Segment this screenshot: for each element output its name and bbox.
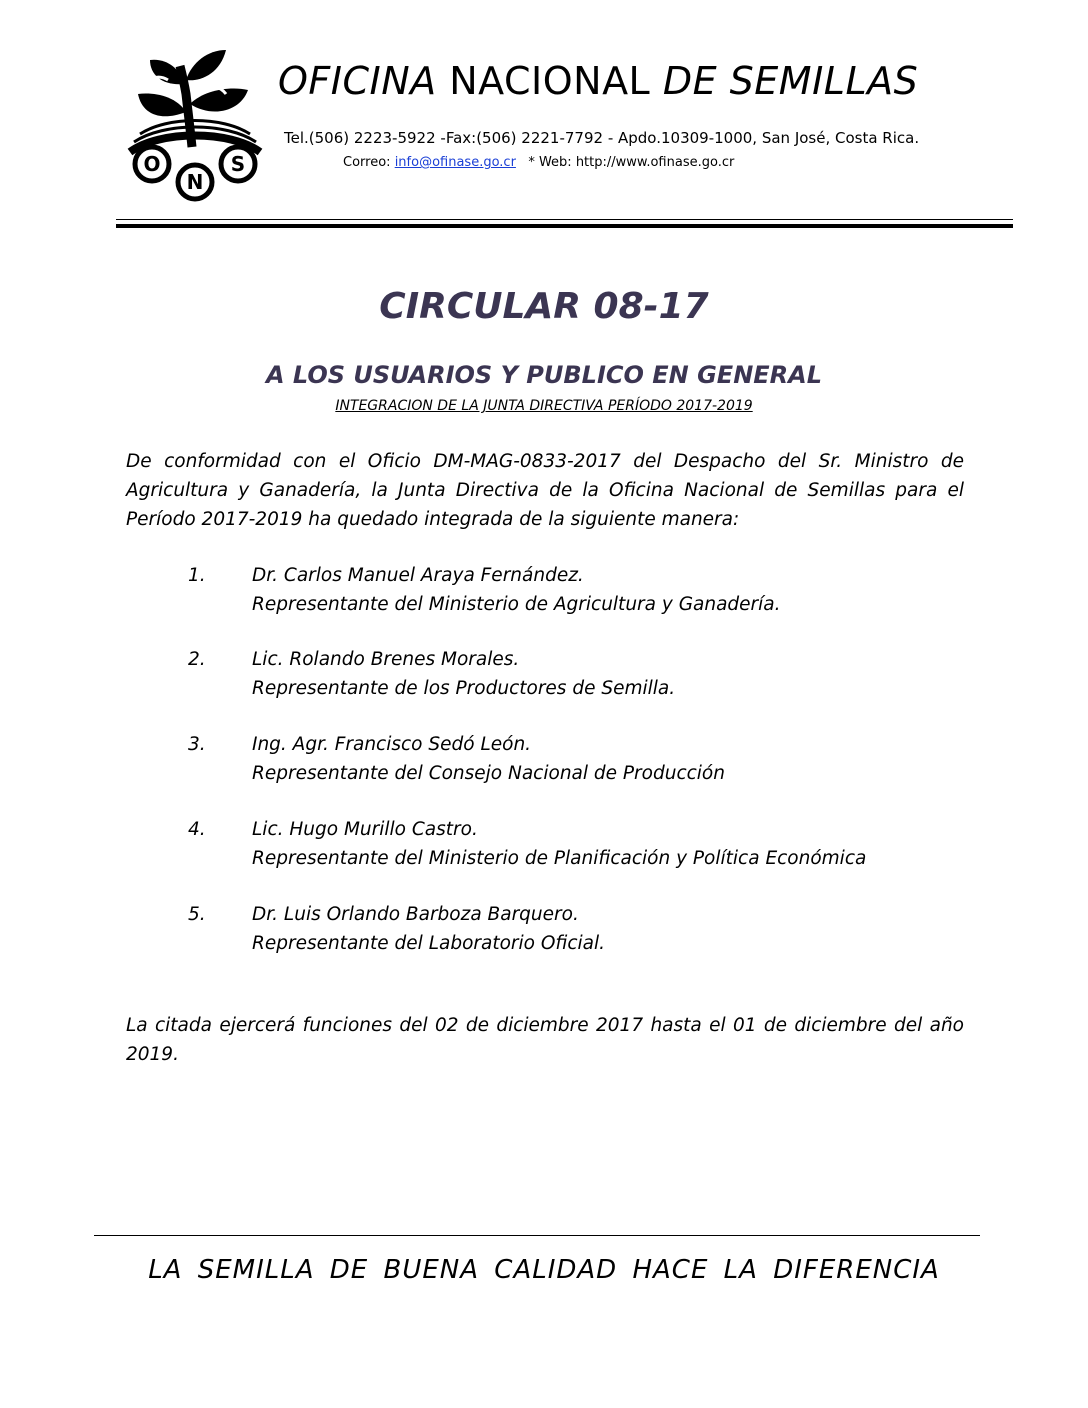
header-divider-thick	[116, 224, 1013, 228]
closing-paragraph: La citada ejercerá funciones del 02 de diciembre 2017 hasta el 01 de diciembre del año 2019.	[126, 1015, 964, 1065]
ons-logo	[120, 42, 270, 202]
web-address: * Web: http://www.ofinase.go.cr	[528, 155, 735, 170]
email-label: Correo:	[343, 155, 391, 170]
member-name: Lic. Rolando Brenes Morales.	[252, 649, 520, 670]
organization-title	[278, 56, 1018, 106]
member-number: 1.	[188, 565, 206, 586]
member-role: Representante del Laboratorio Oficial.	[252, 933, 606, 954]
member-number: 5.	[188, 904, 206, 925]
svg-text:O: O	[143, 152, 161, 176]
member-number: 4.	[188, 819, 206, 840]
member-role: Representante del Ministerio de Agricultura y Ganadería.	[252, 594, 781, 615]
member-role: Representante de los Productores de Semilla.	[252, 678, 676, 699]
member-role: Representante del Consejo Nacional de Producción	[252, 763, 725, 784]
title-part-nacional: NACIONAL	[449, 59, 651, 103]
intro-paragraph: De conformidad con el Oficio DM-MAG-0833-2017 del Despacho del Sr. Ministro de Agricultura y Ganadería, la Junta Directiva de la Oficina Nacional de Semillas para el Período 2017-2019 ha quedado integrada de la siguiente manera:	[126, 451, 964, 530]
title-part-oficina: OFICINA	[278, 59, 437, 103]
circular-title: CIRCULAR 08-17	[379, 286, 709, 327]
email-link[interactable]: info@ofinase.go.cr	[394, 155, 516, 170]
member-name: Dr. Carlos Manuel Araya Fernández.	[252, 565, 584, 586]
circular-subsubject: INTEGRACION DE LA JUNTA DIRECTIVA PERÍODO 2017-2019	[335, 398, 753, 414]
circular-subject: A LOS USUARIOS Y PUBLICO EN GENERAL	[265, 361, 823, 389]
svg-text:S: S	[230, 152, 246, 176]
email-web-line	[343, 154, 734, 172]
member-name: Ing. Agr. Francisco Sedó León.	[252, 734, 532, 755]
member-name: Dr. Luis Orlando Barboza Barquero.	[252, 904, 579, 925]
footer-divider	[94, 1235, 980, 1236]
title-part-semillas: DE SEMILLAS	[662, 59, 919, 103]
header-divider-thin	[116, 219, 1013, 220]
member-number: 3.	[188, 734, 206, 755]
member-name: Lic. Hugo Murillo Castro.	[252, 819, 478, 840]
member-role: Representante del Ministerio de Planificación y Política Económica	[252, 848, 867, 869]
footer-slogan: LA SEMILLA DE BUENA CALIDAD HACE LA DIFERENCIA	[148, 1255, 940, 1285]
svg-text:N: N	[186, 170, 204, 194]
contact-line: Tel.(506) 2223-5922 -Fax:(506) 2221-7792 - Apdo.10309-1000, San José, Costa Rica.	[284, 129, 920, 147]
member-number: 2.	[188, 649, 206, 670]
plant-logo-icon	[120, 42, 270, 202]
